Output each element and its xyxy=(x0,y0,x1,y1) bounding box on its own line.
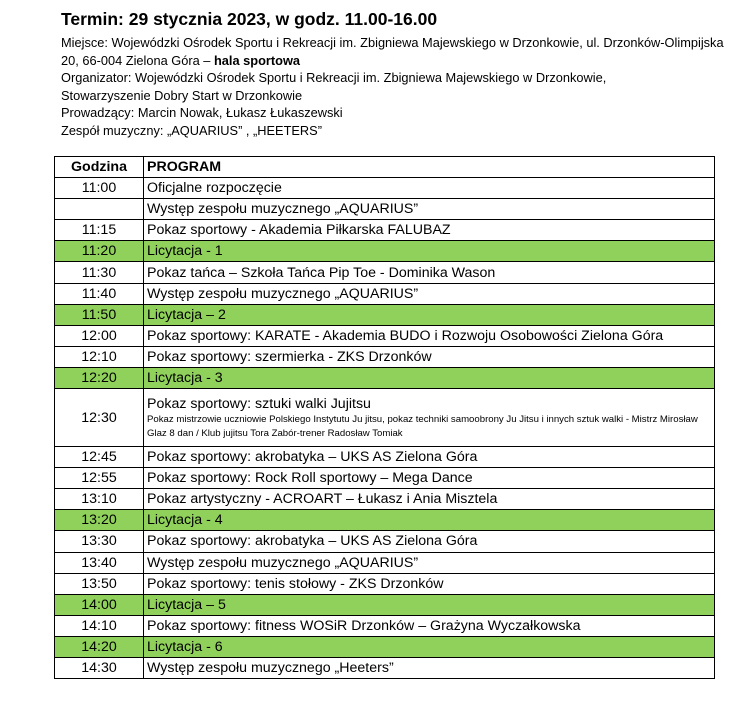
row-program: Pokaz artystyczny - ACROART – Łukasz i Ania Misztela xyxy=(144,489,715,510)
row-time: 13:10 xyxy=(55,489,144,510)
event-organizer-line2: Stowarzyszenie Dobry Start w Drzonkowie xyxy=(61,87,303,103)
row-program: Pokaz sportowy: fitness WOSiR Drzonków – Grażyna Wyczałkowska xyxy=(144,615,715,636)
table-row xyxy=(55,489,715,510)
row-program: Pokaz sportowy - Akademia Piłkarska FALUBAZ xyxy=(144,220,715,241)
row-time: 11:40 xyxy=(55,283,144,304)
table-row xyxy=(55,199,715,220)
row-time: 14:30 xyxy=(55,657,144,678)
event-bands: Zespół muzyczny: „AQUARIUS” , „HEETERS” xyxy=(61,122,322,138)
column-header-time: Godzina xyxy=(55,157,144,178)
table-row xyxy=(55,262,715,283)
row-time: 13:20 xyxy=(55,510,144,531)
row-time xyxy=(55,199,144,220)
table-row xyxy=(55,220,715,241)
table-row xyxy=(55,573,715,594)
row-program: Licytacja - 3 xyxy=(144,367,715,388)
auction-row xyxy=(55,594,715,615)
row-time: 11:20 xyxy=(55,241,144,262)
row-program: Występ zespołu muzycznego „AQUARIUS” xyxy=(144,283,715,304)
auction-row xyxy=(55,367,715,388)
program-table xyxy=(54,156,715,679)
event-title: Termin: 29 stycznia 2023, w godz. 11.00-16.00 xyxy=(61,9,438,29)
row-program: Licytacja – 5 xyxy=(144,594,715,615)
row-time: 13:50 xyxy=(55,573,144,594)
row-time: 12:00 xyxy=(55,325,144,346)
table-row xyxy=(55,346,715,367)
row-program: Licytacja - 1 xyxy=(144,241,715,262)
row-program: Pokaz sportowy: KARATE - Akademia BUDO i Rozwoju Osobowości Zielona Góra xyxy=(144,325,715,346)
row-time: 12:10 xyxy=(55,346,144,367)
event-organizer-line1: Organizator: Wojewódzki Ośrodek Sportu i Rekreacji im. Zbigniewa Majewskiego w Drzonkowie, xyxy=(61,70,607,86)
row-time: 14:10 xyxy=(55,615,144,636)
table-row xyxy=(55,325,715,346)
table-row xyxy=(55,389,715,447)
row-program: Pokaz sportowy: akrobatyka – UKS AS Zielona Góra xyxy=(144,447,715,468)
auction-row xyxy=(55,510,715,531)
row-time: 12:55 xyxy=(55,468,144,489)
program-table-body xyxy=(55,178,715,679)
row-program: Licytacja - 6 xyxy=(144,636,715,657)
auction-row xyxy=(55,241,715,262)
table-row xyxy=(55,615,715,636)
row-time: 11:50 xyxy=(55,304,144,325)
row-time: 12:20 xyxy=(55,367,144,388)
program-table-header xyxy=(55,157,715,178)
row-program: Oficjalne rozpoczęcie xyxy=(144,178,715,199)
row-time: 12:30 xyxy=(55,389,144,447)
event-header xyxy=(61,8,741,140)
table-row xyxy=(55,552,715,573)
row-program-description: Pokaz mistrzowie uczniowie Polskiego Instytutu Ju jitsu, pokaz techniki samoobrony Ju Jitsu i innych sztuk walki - Mistrz Mirosław Glaz 8 dan / Klub jujitsu Tora Zabór-trener Radosław Tomiak xyxy=(147,413,698,439)
table-row xyxy=(55,531,715,552)
table-row xyxy=(55,468,715,489)
row-program: Pokaz sportowy: szermierka - ZKS Drzonków xyxy=(144,346,715,367)
event-place-text: Miejsce: Wojewódzki Ośrodek Sportu i Rekreacji im. Zbigniewa Majewskiego w Drzonkowie, ul. Drzonków-Olimpijska 20, 66-004 Zielona Góra – xyxy=(61,35,724,68)
row-program: Pokaz tańca – Szkoła Tańca Pip Toe - Dominika Wason xyxy=(144,262,715,283)
row-program: Występ zespołu muzycznego „AQUARIUS” xyxy=(144,552,715,573)
row-time: 14:00 xyxy=(55,594,144,615)
row-program-title: Pokaz sportowy: sztuki walki Jujitsu xyxy=(147,395,371,412)
row-program: Licytacja - 4 xyxy=(144,510,715,531)
table-row xyxy=(55,447,715,468)
row-time: 13:30 xyxy=(55,531,144,552)
row-program: Pokaz sportowy: Rock Roll sportowy – Mega Dance xyxy=(144,468,715,489)
row-time: 13:40 xyxy=(55,552,144,573)
auction-row xyxy=(55,304,715,325)
event-place-venue: hala sportowa xyxy=(213,52,301,68)
row-time: 12:45 xyxy=(55,447,144,468)
row-program: Pokaz sportowy: tenis stołowy - ZKS Drzonków xyxy=(144,573,715,594)
auction-row xyxy=(55,636,715,657)
row-program: Pokaz sportowy: akrobatyka – UKS AS Zielona Góra xyxy=(144,531,715,552)
table-row xyxy=(55,283,715,304)
row-time: 11:30 xyxy=(55,262,144,283)
row-program: Licytacja – 2 xyxy=(144,304,715,325)
row-time: 11:15 xyxy=(55,220,144,241)
row-program xyxy=(144,389,715,447)
row-program: Występ zespołu muzycznego „AQUARIUS” xyxy=(144,199,715,220)
row-time: 11:00 xyxy=(55,178,144,199)
event-hosts: Prowadzący: Marcin Nowak, Łukasz Łukaszewski xyxy=(61,105,343,121)
row-time: 14:20 xyxy=(55,636,144,657)
event-place xyxy=(61,34,741,69)
table-row xyxy=(55,178,715,199)
table-row xyxy=(55,657,715,678)
row-program: Występ zespołu muzycznego „Heeters” xyxy=(144,657,715,678)
column-header-program: PROGRAM xyxy=(144,157,715,178)
